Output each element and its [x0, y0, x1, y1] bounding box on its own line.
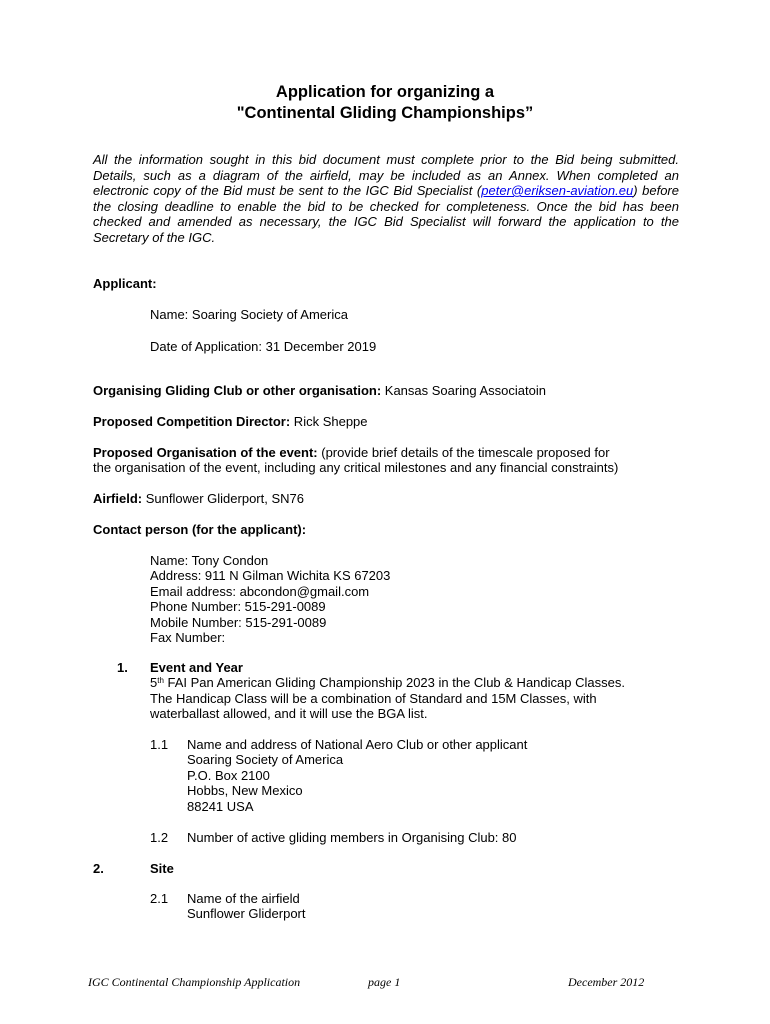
aero-club-line: P.O. Box 2100 [187, 767, 270, 783]
organisation-event-value-line1: (provide brief details of the timescale proposed for [317, 445, 610, 460]
section-1-2-text: Number of active gliding members in Organising Club: 80 [187, 830, 517, 845]
competition-director-value: Rick Sheppe [290, 414, 368, 429]
intro-text-before: All the information sought in this bid document must complete prior to the Bid being submitted. Details, such as a diagram of the airfield, may be included as an Annex. When completed an electronic copy of the Bid must be sent to the IGC Bid Specialist ( [93, 152, 679, 198]
organisation-event-label: Proposed Organisation of the event: [93, 445, 318, 460]
contact-email: Email address: abcondon@gmail.com [150, 583, 370, 599]
organisation-event-value-line2: the organisation of the event, including any critical milestones and any financial constraints) [93, 460, 619, 475]
bid-specialist-email-link[interactable]: peter@eriksen-aviation.eu [481, 183, 634, 198]
aero-club-line: 88241 USA [187, 798, 254, 814]
organising-club-field [93, 383, 546, 398]
section-1-line1: 5th FAI Pan American Gliding Championship 2023 in the Club & Handicap Classes. [150, 675, 625, 691]
document-title-line2: "Continental Gliding Championships” [236, 104, 534, 122]
footer-left: IGC Continental Championship Application [88, 975, 301, 989]
section-2-1-number: 2.1 [150, 891, 169, 906]
contact-details [150, 553, 390, 645]
competition-director-field [93, 414, 368, 429]
section-1-1-heading: Name and address of National Aero Club or other applicant [187, 737, 528, 752]
section-2-number: 2. [93, 861, 104, 876]
section-1-1-number: 1.1 [150, 737, 169, 752]
applicant-heading: Applicant: [93, 276, 157, 291]
intro-text-after: ) before the closing deadline to enable the bid to be checked for completeness. Once the bid has been checked and amended as necessary, the IGC Bid Specialist will forward the application to the Secretary of the IGC. [93, 183, 679, 245]
document-title-line1: Application for organizing a [275, 83, 495, 101]
section-1-1-body [187, 737, 527, 814]
contact-mobile: Mobile Number: 515-291-0089 [150, 614, 327, 630]
section-2-heading: Site [150, 861, 174, 876]
footer-date: December 2012 [568, 975, 645, 989]
contact-fax: Fax Number: [150, 630, 226, 646]
contact-name: Name: Tony Condon [150, 553, 269, 568]
aero-club-line: Soaring Society of America [187, 752, 344, 768]
contact-phone: Phone Number: 515-291-0089 [150, 599, 326, 615]
section-2-1-body [187, 891, 306, 922]
contact-address: Address: 911 N Gilman Wichita KS 67203 [150, 568, 391, 584]
applicant-name: Name: Soaring Society of America [150, 307, 348, 322]
organising-club-value: Kansas Soaring Associatoin [381, 383, 546, 398]
airfield-value: Sunflower Gliderport, SN76 [142, 491, 304, 506]
section-1-body [150, 660, 625, 722]
footer-page-number: page 1 [368, 975, 401, 989]
aero-club-line: Hobbs, New Mexico [187, 783, 303, 799]
section-1-2-number: 1.2 [150, 830, 169, 845]
organisation-event-field [93, 445, 610, 460]
contact-heading: Contact person (for the applicant): [93, 522, 307, 537]
section-1-number: 1. [117, 660, 128, 675]
application-date: Date of Application: 31 December 2019 [150, 339, 377, 354]
competition-director-label: Proposed Competition Director: [93, 414, 291, 429]
section-1-heading: Event and Year [150, 660, 243, 675]
airfield-field [93, 491, 304, 506]
section-2-1-heading: Name of the airfield [187, 891, 300, 906]
intro-paragraph [93, 152, 679, 245]
airfield-label: Airfield: [93, 491, 143, 506]
section-1-line3: waterballast allowed, and it will use the BGA list. [150, 706, 428, 722]
airfield-name-value: Sunflower Gliderport [187, 906, 306, 922]
section-1-line2: The Handicap Class will be a combination of Standard and 15M Classes, with [150, 690, 597, 706]
organising-club-label: Organising Gliding Club or other organisation: [93, 383, 382, 398]
